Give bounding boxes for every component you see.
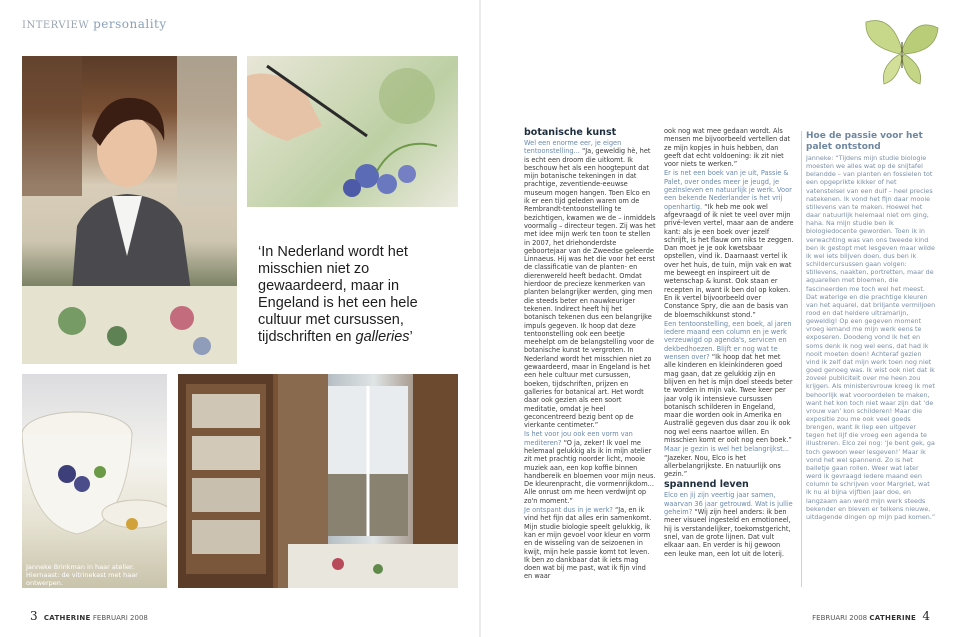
question: Wel een enorme eer, je eigen tentoonstelling... — [524, 139, 622, 156]
header-personality: personality — [93, 17, 167, 31]
answer: “Wij zijn heel anders: ik ben meer visueel ingesteld en emotioneel, hij is verstandelijker, toekomstgericht, snel, van de grote lijnen. Dat vult elkaar aan. En verder is hij gewoon een leuke man, een lot uit de loterij. — [664, 508, 791, 558]
question: Elco en jij zijn veertig jaar samen, waarvan 36 jaar getrouwd. Wat is jullie geheim? — [664, 491, 793, 517]
footer-right — [812, 609, 930, 623]
question: Er is net een boek van je uit, Passie & Palet, over ondes meer je jeugd, je gezinsleven en natuurlijk je werk. Voor een bekende Nederlander is het vrij openhartig. — [664, 169, 792, 211]
header-interview: INTERVIEW — [22, 20, 90, 31]
article-column-2 — [664, 127, 794, 559]
pull-quote-emphasis: galleries — [355, 329, 410, 345]
issue-date-left: FEBRUARI 2008 — [92, 614, 148, 622]
pull-quote-text: ‘In Nederland wordt het misschien niet zo gewaardeerd, maar in Engeland is het een hele cultuur met cursussen, tijdschriften en — [258, 244, 418, 345]
painting-illustration — [247, 56, 458, 207]
paragraph — [664, 445, 794, 478]
paragraph — [664, 320, 794, 444]
answer: “Ik hoop dat het met alle kinderen en kleinkinderen goed mag gaan, dat ze gelukkig zijn en blijven en het is mijn doel steeds beter te worden in mijn vak. Twee keer per jaar volg ik intensieve cursussen botanisch schilderen in Engeland, maar die worden ook in Amerika en Australië gegeven dus daar zou ik ook nog wel eens naartoe willen. En misschien komt er ooit nog een boek.” — [664, 353, 793, 444]
footer-left — [30, 609, 148, 623]
article-column-1 — [524, 127, 656, 582]
sidebar-text: Janneke: “Tijdens mijn studie biologie moesten we alles wat op de snijtafel belandde – van planten en fossielen tot een opgeprikte kikker of het vatenstelsel van een duif – heel precies natekenen. Ik vond het fijn daar mooie stillevens van te maken. Hoewel het daar natuurlijk helemaal niet om ging, haha. Na mijn studie ben ik biologiedocente geworden. Toen ik in verwachting was van ons tweede kind ben ik gestopt met lesgeven maar wilde ik wel iets blijven doen, dus ben ik schildercursussen gaan volgen: stillevens, naakten, portretten, maar de aquarellen met bloemen, die fascineerden me toch wel het meest. Dat waterige en die prachtige kleuren van het aquarel, dat briljante vermiljoen rood en dat heldere ultramarijn, geweldig! Op een gegeven moment vroeg iemand me mijn werk eens te exposeren. Doodeng vond ik het en soms denk ik nog wel eens, dat had ik nooit moeten doen! Achteraf gezien vind ik zelf dat mijn werk toen nog niet goed genoeg was. Ik wist ook niet dat ik zoveel publiciteit over me heen zou krijgen. Als ministersvrouw kreeg ik met behoorlijk wat vooroordelen te maken, want het kon toch niet waar zijn dat ‘de vrouw van’ kon schilderen! Maar die expositie zou me ook veel goeds brengen, want ik liep een uitgever tegen het lijf die vroeg een agenda te illustreren. Elco zei nog: ‘Je bent gek, ga toch gewoon weer lesgeven!’ Maar ik vond het wel spannend. Zo is het balletje gaan rollen. Weer wat later werd ik gevraagd iedere maand een column te schrijven voor Margriet, wat ik nu al bijna vijftien jaar doe, en langzaam aan werd mijn werk steeds bekender en bleven er telkens nieuwe, uitdagende dingen op mijn pad komen.” — [806, 154, 936, 521]
answer: “O ja, zeker! Ik voel me helemaal gelukkig als ik in mijn atelier zit met prachtig noorder licht, mooie muziek aan, een kop koffie binnen handbereik en bloemen voor mijn neus. De kleurenpracht, die vormenrijkdom... Alle onrust om me heen verdwijnt op zo'n moment.” — [524, 438, 656, 505]
pull-quote — [258, 244, 458, 346]
answer: “Ja, en ik vind het fijn dat alles erin samenkomt. Mijn studie biologie speelt gelukkig, ik kan er mijn gevoel voor kleur en vorm en de wisseling van de seizoenen in kwijt, mijn hele passie komt tot leven. Ik ben zo dankbaar dat ik iets mag doen wat bij me past, wat ik fijn vind en waar — [524, 506, 652, 581]
sidebar-heading: Hoe de passie voor het palet ontstond — [806, 131, 923, 152]
sidebar-divider — [801, 131, 802, 587]
pull-quote-end: ’ — [409, 329, 413, 345]
sidebar-column — [806, 131, 936, 522]
heading-spannend-leven: spannend leven — [664, 479, 749, 491]
answer: “Jazeker. Nou, Elco is het allerbelangrijkste. En natuurlijk ons gezin.” — [664, 453, 781, 479]
portrait-photo — [22, 56, 237, 364]
page-number-right: 4 — [922, 609, 930, 623]
paragraph — [664, 491, 794, 557]
painting-photo — [247, 56, 458, 207]
paragraph — [664, 169, 794, 318]
heading-botanische-kunst: botanische kunst — [524, 127, 617, 138]
paragraph: ook nog wat mee gedaan wordt. Als mensen me bijvoorbeeld vertellen dat ze mijn kopjes in huis hebben, dan geeft dat echt voldoening: ik zit niet voor niets te werken.” — [664, 127, 791, 169]
answer: “Ja, geweldig hè, het is echt een droom die uitkomt. Ik beschouw het als een hoogtepunt dat mijn botanische tekeningen in dat prachtige, zeventiende-eeuwse museum mogen hangen. Toen Elco en ik er een tijd geleden waren om de Rembrandt-tentoonstelling te bezichtigen, kwamen we de – inmiddels voormalig – directeur tegen. Zij was het met idee mijn werk ten toon te stellen in 2007, het driehonderdste geboortejaar van de Zweedse geleerde Linnaeus. Hij was het die voor het eerst de classificatie van de planten- en dierenwereld heeft bedacht. Omdat hierdoor de precieze kenmerken van planten belangrijker werden, ging men die steeds beter en nauwkeuriger tekenen. Indirect heeft hij het botanisch tekenen dus een belangrijke impuls gegeven. Ik hoop dat deze tentoonstelling ook een beetje meehelpt om de belangstelling voor de botanische kunst te vergroten. In Nederland wordt het misschien niet zo gewaardeerd, maar in Engeland is het een hele cultuur met cursussen, boeken, tijdschriften, prijzen en galleries for botanical art. Het wordt daar ook gezien als een soort meditatie, omdat je heel geconcentreerd bezig bent op de vierkante centimeter.” — [524, 147, 656, 430]
atelier-illustration — [178, 374, 458, 588]
magazine-name-right: CATHERINE — [869, 614, 917, 622]
paragraph — [524, 430, 656, 505]
section-header — [22, 17, 167, 31]
answer: “Ik heb me ook wel afgevraagd of ik niet te veel over mijn privé-leven vertel, maar aan de andere kant: als je een boek over jezelf schrijft, is het flauw om niks te zeggen. Dan moet je je ook kwetsbaar opstellen, vind ik. Daarnaast vertel ik over het huis, de tuin, mijn vak en wat me beweegt en inspireert uit de wetenschap & kunst. Ook staan er recepten in, want ik ben dol op koken. En ik vertel bijvoorbeeld over Constance Spry, die aan de basis van de bloemschikkunst stond.” — [664, 202, 794, 319]
magazine-name-left: CATHERINE — [43, 614, 91, 622]
paragraph — [524, 139, 656, 429]
paragraph — [524, 506, 656, 581]
question: Je ontspant dus in je werk? — [524, 506, 613, 515]
question: Een tentoonstelling, een boek, al jaren iedere maand een column en je werk verzeuwigd op agenda's, servicen en dekbedhoezen. Blijft er nog wat te wensen over? — [664, 319, 792, 362]
atelier-photo — [178, 374, 458, 588]
cups-illustration — [22, 374, 167, 588]
page-gutter — [479, 0, 481, 637]
issue-date-right: FEBRUARI 2008 — [812, 614, 868, 622]
butterfly-icon — [862, 12, 942, 88]
portrait-illustration — [22, 56, 237, 364]
page-number-left: 3 — [30, 609, 38, 623]
photo-caption: Janneke Brinkman in haar atelier. Hiernaast: de vitrinekast met haar ontwerpen. — [26, 563, 138, 587]
porcelain-cups-photo — [22, 374, 167, 588]
question: Maar je gezin is wel het belangrijkst... — [664, 445, 790, 454]
question: Is het voor jou ook een vorm van mediteren? — [524, 430, 633, 447]
